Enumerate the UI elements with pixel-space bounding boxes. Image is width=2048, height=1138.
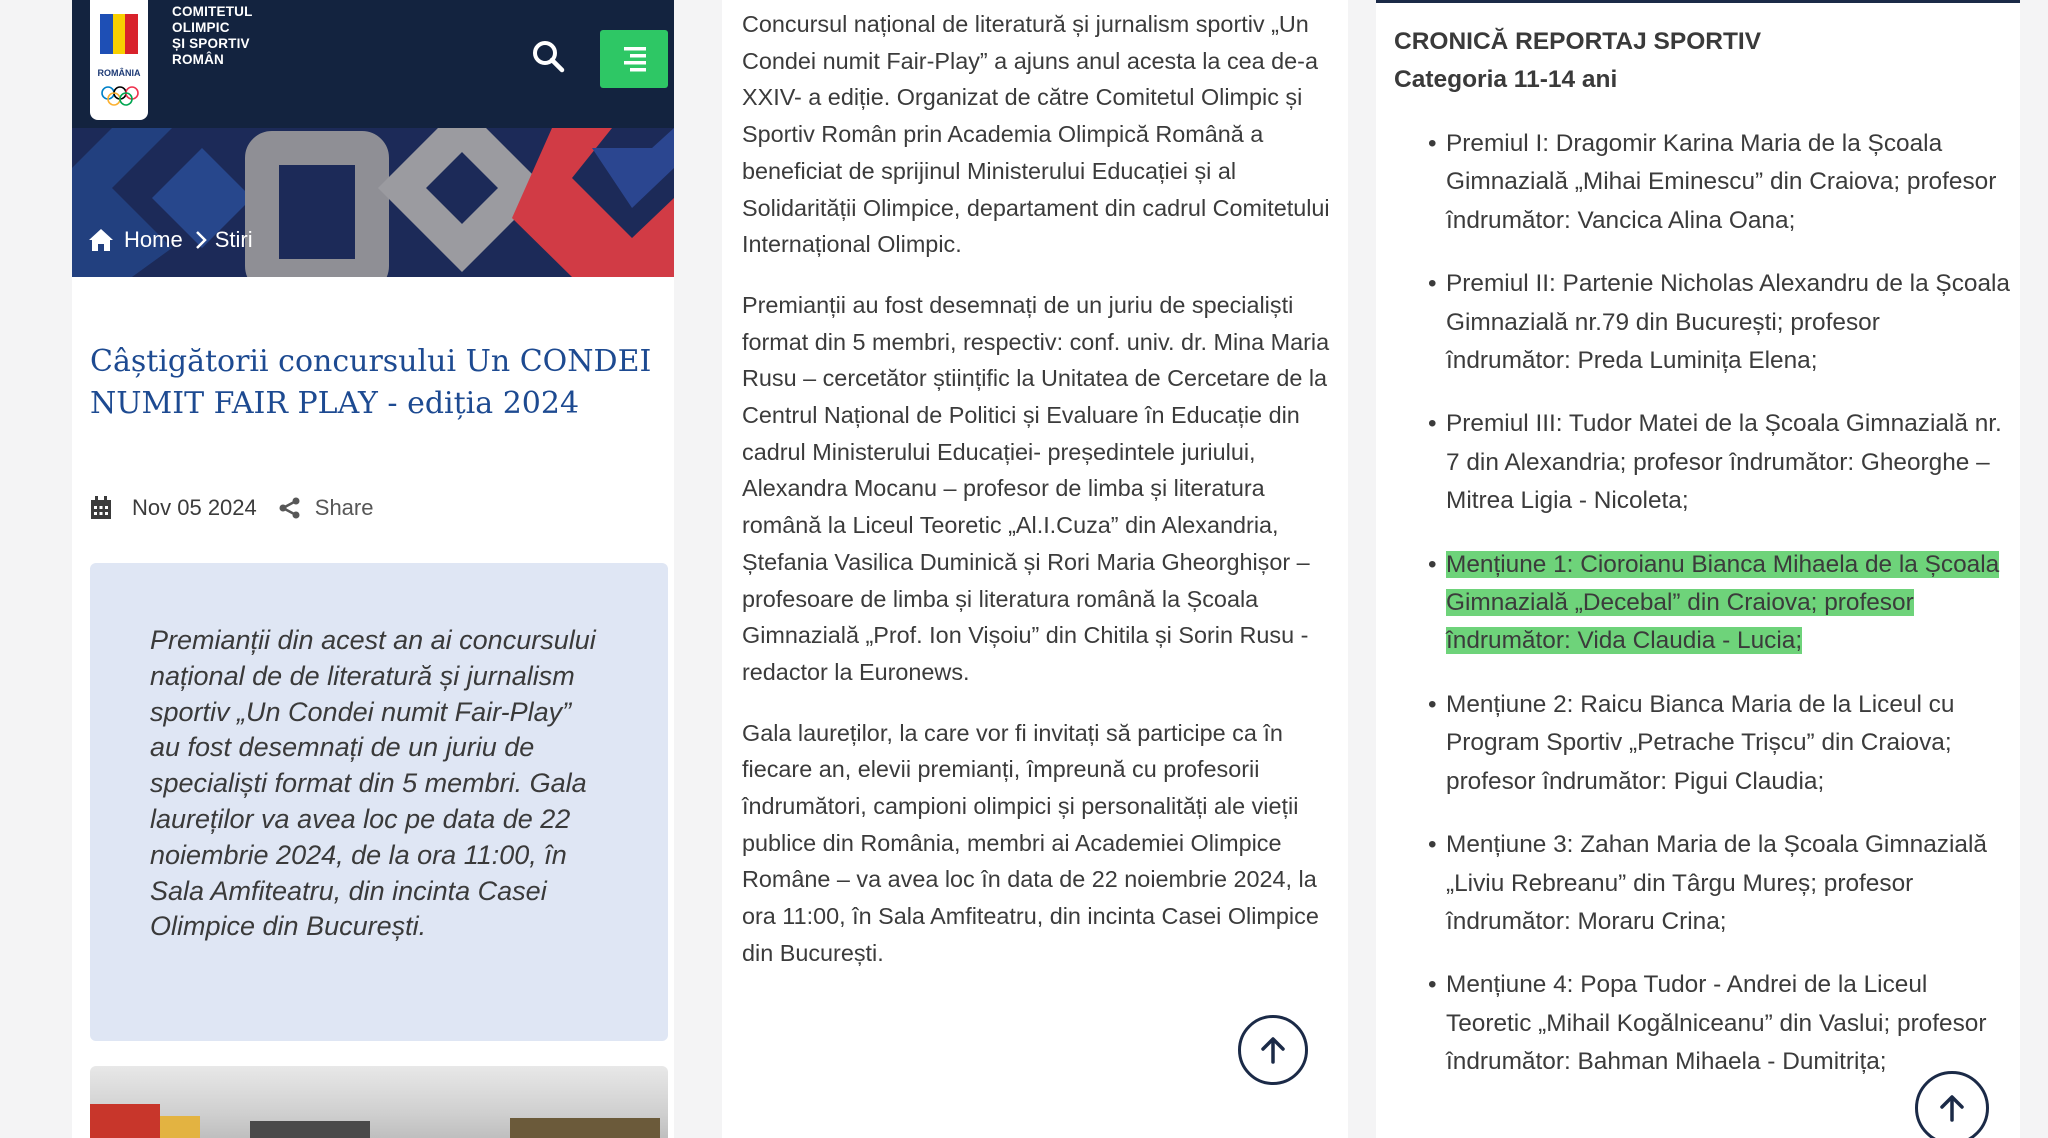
list-item: [1394, 265, 2010, 380]
breadcrumb: [88, 227, 253, 253]
share-icon: [279, 497, 301, 519]
site-header: [72, 0, 674, 128]
article-photo: [90, 1066, 668, 1138]
ro-brand-pattern: [72, 128, 674, 277]
article-paragraph: Gala laureților, la care vor fi invitați să participe ca în fiecare an, elevii premianți, împreună cu profesorii îndrumători, campioni olimpici și personalități ale vieții publice din România, membri ai Academiei Olimpice Române – va avea loc în data de 22 noiembrie 2024, la ora 11:00, în Sala Amfiteatru, din incinta Casei Olimpice din București.: [742, 719, 1319, 966]
winner-text: Premiul I: Dragomir Karina Maria de la Școala Gimnazială „Mihai Eminescu” din Craiova; profesor îndrumător: Vancica Alina Oana;: [1446, 130, 1997, 234]
article-body-panel: [722, 0, 1348, 1138]
winner-text: Mențiune 2: Raicu Bianca Maria de la Liceul cu Program Sportiv „Petrache Trișcu” din Craiova; profesor îndrumător: Pigui Claudia;: [1446, 690, 1955, 795]
list-item-highlighted: [1394, 546, 2010, 661]
list-item: [1394, 966, 2010, 1081]
winners-section: [1376, 3, 2020, 1082]
article-summary-box: [90, 563, 668, 1041]
menu-button[interactable]: [600, 30, 668, 88]
calendar-icon: [90, 496, 112, 520]
article-title: Câștigătorii concursului Un CONDEI NUMIT FAIR PLAY - ediția 2024: [90, 344, 652, 421]
hero-banner: [72, 128, 674, 277]
share-label: Share: [314, 495, 374, 520]
romania-flag-icon: [100, 14, 138, 54]
article-header-panel: [72, 0, 674, 1138]
section-heading: CRONICĂ REPORTAJ SPORTIV: [1394, 28, 1762, 55]
winner-text: Mențiune 1: Cioroianu Bianca Mihaela de la Școala Gimnazială „Decebal” din Craiova; profesor îndrumător: Vida Claudia - Lucia;: [1446, 550, 2000, 655]
winners-panel: [1376, 0, 2020, 1138]
site-logo[interactable]: [90, 0, 148, 120]
article-summary-text: Premianții din acest an ai concursului național de de literatură și jurnalism sportiv „Un Condei numit Fair-Play” au fost desemnați de un juriu de specialiști format din 5 membri. Gala laureților va avea loc pe data de 22 noiembrie 2024, de la ora 11:00, în Sala Amfiteatru, din incinta Casei Olimpice din București.: [150, 625, 596, 942]
winner-text: Premiul II: Partenie Nicholas Alexandru de la Școala Gimnazială nr.79 din București; profesor îndrumător: Preda Luminița Elena;: [1446, 270, 2010, 375]
list-item: [1394, 826, 2010, 941]
winner-text: Mențiune 4: Popa Tudor - Andrei de la Liceul Teoretic „Mihail Kogălniceanu” din Vaslui; profesor îndrumător: Bahman Mihaela - Dumitrița;: [1446, 971, 1987, 1076]
article-paragraph: Concursul național de literatură și jurnalism sportiv „Un Condei numit Fair-Play” a ajuns anul acesta la cea de-a XXIV- a ediție. Organizat de către Comitetul Olimpic și Sportiv Român prin Academia Olimpică Română a beneficiat de sprijinul Ministerului Educației și al Solidarității Olimpice, departament din cadrul Comitetului Internațional Olimpic.: [742, 11, 1330, 258]
article-date: Nov 05 2024: [132, 495, 257, 520]
winner-text: Premiul III: Tudor Matei de la Școala Gimnazială nr. 7 din Alexandria; profesor îndrumător: Gheorghe – Mitrea Ligia - Nicoleta;: [1446, 410, 2002, 515]
chevron-right-icon: [195, 230, 207, 250]
search-button[interactable]: [530, 38, 568, 76]
menu-icon: [600, 30, 668, 88]
article-body: [722, 0, 1348, 972]
article-meta: [90, 495, 656, 521]
arrow-up-icon: [1260, 1036, 1286, 1064]
arrow-up-icon: [1939, 1094, 1965, 1122]
logo-country-label: ROMÂNIA: [97, 68, 141, 78]
olympic-rings-icon: [99, 84, 141, 108]
winner-text: Mențiune 3: Zahan Maria de la Școala Gimnazială „Liviu Rebreanu” din Târgu Mureș; profesor îndrumător: Moraru Crina;: [1446, 831, 1987, 935]
share-button[interactable]: [279, 495, 374, 521]
list-item: [1394, 686, 2010, 801]
scroll-to-top-button[interactable]: [1238, 1015, 1308, 1085]
breadcrumb-home-link[interactable]: Home: [124, 227, 183, 252]
article-paragraph: Premianții au fost desemnați de un juriu de specialiști format din 5 membri, respectiv: conf. univ. dr. Mina Maria Rusu – cercetător științific la Unitatea de Cercetare de la Centrul Național de Politici și Evaluare în Educație din cadrul Ministerului Educației- președintele juriului, Alexandra Mocanu – profesor de limba și literatura română la Liceul Teoretic „Al.I.Cuza” din Alexandria, Ștefania Vasilica Duminică și Rori Maria Gheorghișor – profesoare de limba și literatura română la Școala Gimnazială „Prof. Ion Vișoiu” din Chitila și Sorin Rusu - redactor la Euronews.: [742, 291, 1330, 685]
org-name: COMITETUL OLIMPIC ȘI SPORTIV ROMÂN: [172, 4, 253, 67]
home-icon: [88, 228, 114, 252]
list-item: [1394, 405, 2010, 520]
search-icon: [530, 38, 568, 76]
breadcrumb-news-link[interactable]: Stiri: [214, 227, 253, 252]
winners-list: [1394, 125, 2010, 1082]
scroll-to-top-button[interactable]: [1915, 1071, 1989, 1138]
list-item: [1394, 125, 2010, 240]
section-category: Categoria 11-14 ani: [1394, 66, 1618, 93]
